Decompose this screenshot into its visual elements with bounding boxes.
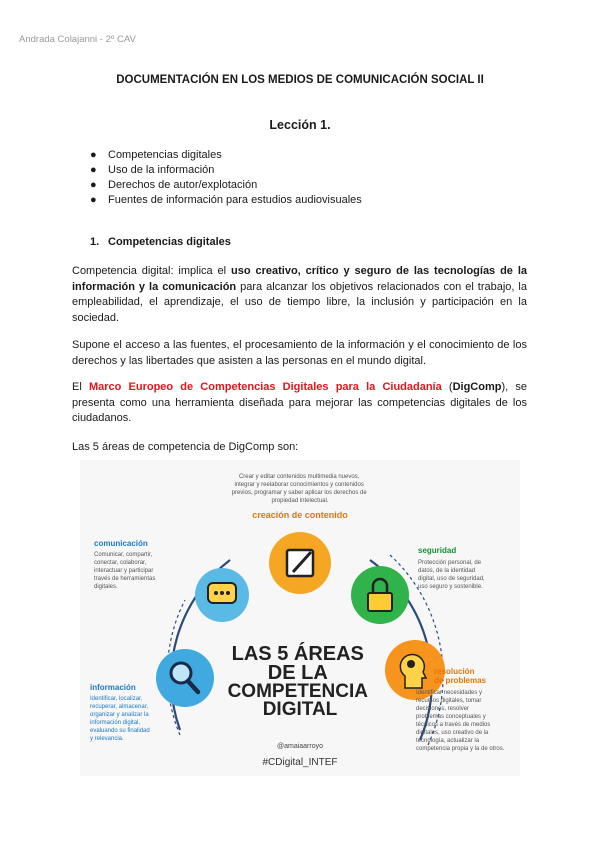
svg-text:Crear y editar contenidos mult: [232, 474, 369, 504]
svg-text:Identificar, localizar,: [90, 696, 151, 742]
resolucion-label-line: de problemas: [434, 676, 487, 685]
svg-text:resolución de problemas: [434, 667, 487, 685]
comunicacion-desc-line: través de herramientas: [94, 576, 156, 582]
area-creacion: [232, 474, 369, 594]
section-title: Competencias digitales: [108, 236, 231, 248]
bullet-icon: ●: [90, 149, 97, 161]
infographic-hashtag: #CDigital_INTEF: [262, 757, 338, 768]
paragraph-competencia-digital: Competencia digital: implica el uso creativo, crítico y seguro de las tecnologías de la información y la comunicación para alcanzar los objetivos relacionados con el trabajo, la empleabilidad, el aprendizaje, el uso de tiempo libre, la inclusión y participación en la sociedad.: [72, 265, 527, 324]
document-title: DOCUMENTACIÓN EN LOS MEDIOS DE COMUNICACIÓN SOCIAL II: [116, 74, 484, 86]
creacion-desc-line: previos, programar y saber aplicar los derechos de: [231, 490, 367, 496]
resolucion-desc-line: decisiones, resolver: [416, 706, 470, 712]
informacion-desc-line: información digital,: [90, 720, 141, 726]
comunicacion-desc-line: interactuar y participar: [94, 568, 154, 574]
resolucion-desc-line: digitales, uso creativo de la: [416, 730, 489, 736]
bullet-icon: ●: [90, 164, 97, 176]
resolucion-desc-line: problemas conceptuales y: [416, 714, 486, 720]
seguridad-desc-line: Protección personal, de: [418, 560, 482, 566]
informacion-desc-line: recuperar, almacenar,: [90, 704, 149, 710]
list-item: ● Fuentes de información para estudios audiovisuales: [90, 194, 362, 206]
area-resolucion: [385, 640, 505, 752]
area-comunicacion: [94, 539, 249, 622]
topic-list: [90, 148, 362, 208]
creacion-desc-line: propiedad intelectual.: [271, 498, 329, 504]
resolucion-label-line: resolución: [434, 667, 475, 676]
area-informacion: [90, 649, 214, 742]
paragraph-acceso-fuentes: Supone el acceso a las fuentes, el procesamiento de la información y el conocimiento de los derechos y las libertades que asisten a las personas en el mundo digital.: [72, 339, 527, 367]
digcomp-link-text: Marco Europeo de Competencias Digitales para la Ciudadanía: [88, 381, 442, 393]
header-author-note: Andrada Colajanni - 2º CAV: [19, 34, 136, 45]
seguridad-desc-line: datos, de la identidad: [418, 568, 476, 574]
comunicacion-desc-line: digitales.: [94, 584, 118, 590]
informacion-desc-line: organizar y analizar la: [90, 712, 149, 718]
area-seguridad: [351, 546, 486, 624]
creacion-desc-line: integrar y reelaborar conocimientos y contenidos: [234, 482, 364, 488]
creacion-desc-line: Crear y editar contenidos multimedia nuevos,: [238, 474, 360, 480]
list-item: ● Derechos de autor/explotación: [90, 179, 258, 191]
list-item: ● Competencias digitales: [90, 149, 222, 161]
resolucion-desc-line: tecnología, actualizar la: [416, 738, 480, 744]
resolucion-desc-line: competencia propia y la de otros.: [416, 746, 505, 752]
resolucion-desc-line: recursos digitales, tomar: [416, 698, 482, 704]
informacion-desc-line: Identificar, localizar,: [90, 696, 143, 702]
infographic-handle: @amaiaarroyo: [276, 743, 324, 750]
section-heading: [90, 236, 231, 248]
paragraph-digcomp: El Marco Europeo de Competencias Digitales para la Ciudadanía (DigComp), se presenta como una herramienta diseñada para mejorar las competencias digitales de los ciudadanos.: [72, 381, 527, 424]
comunicacion-label: comunicación: [94, 539, 148, 548]
svg-text:Comunicar, compartir, co: [94, 552, 157, 590]
seguridad-desc-line: uso seguro y sostenible.: [418, 584, 483, 590]
lesson-heading: Lección 1.: [269, 118, 331, 132]
svg-text:Protección personal, de: [418, 560, 486, 590]
bullet-icon: ●: [90, 194, 97, 206]
infographic-title: LAS 5 ÁREAS DE LA COMPETENCIA DIGITAL: [227, 643, 368, 720]
informacion-desc-line: y relevancia.: [90, 736, 124, 742]
seguridad-label: seguridad: [418, 546, 457, 555]
list-item: ● Uso de la información: [90, 164, 215, 176]
section-number: 1.: [90, 236, 100, 248]
resolucion-desc-line: Identificar necesidades y: [416, 690, 483, 696]
seguridad-desc-line: digital, uso de seguridad,: [418, 576, 485, 582]
resolucion-desc-line: técnicos a través de medios: [416, 722, 491, 728]
bullet-icon: ●: [90, 179, 97, 191]
paragraph-areas-intro: Las 5 áreas de competencia de DigComp son:: [72, 441, 299, 453]
digcomp-infographic: [80, 460, 520, 776]
creacion-label: creación de contenido: [252, 510, 348, 520]
comunicacion-desc-line: conectar, colaborar,: [94, 560, 147, 566]
informacion-desc-line: evaluando su finalidad: [90, 728, 150, 734]
informacion-label: información: [90, 683, 136, 692]
lock-icon: [368, 593, 392, 611]
comunicacion-desc-line: Comunicar, compartir,: [94, 552, 153, 558]
svg-text:Identificar necesidades y: [416, 690, 505, 752]
